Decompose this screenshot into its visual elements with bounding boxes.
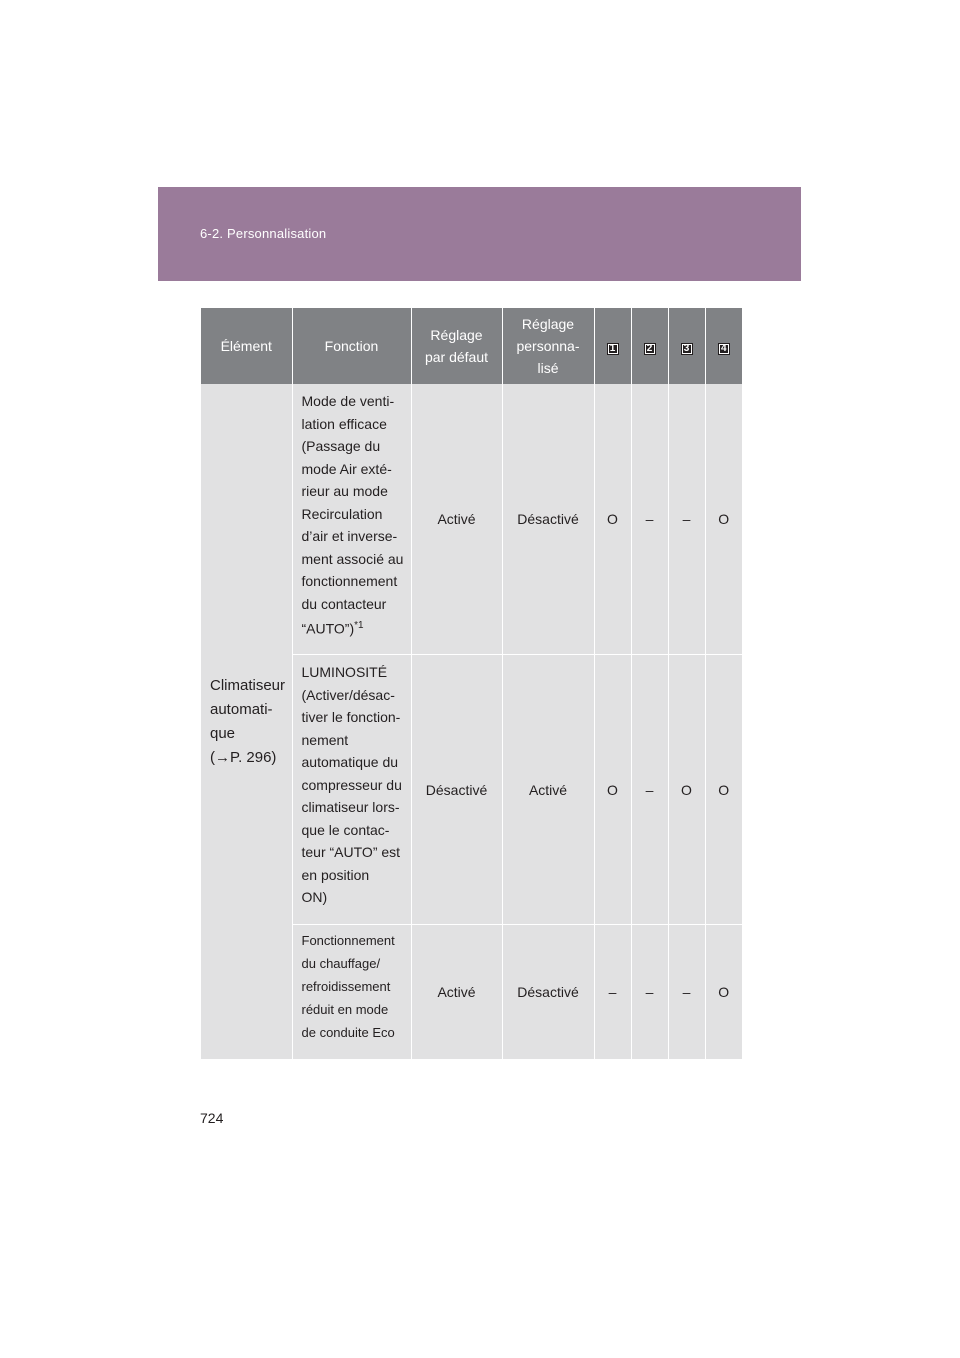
header-col-4 [705,308,742,384]
col-3-cell: – [668,384,705,655]
default-cell: Activé [411,384,502,655]
custom-cell: Désactivé [502,925,594,1060]
footnote-marker: *1 [354,620,364,631]
header-col-2 [631,308,668,384]
col-3-cell: – [668,925,705,1060]
header-function: Fonction [292,308,411,384]
page-number: 724 [200,1110,224,1126]
function-cell: LUMINOSITÉ (Activer/désac- tiver le fonction- nement automatique du compresseur du climatiseur lors- que le contac- teur “AUTO” est en position ON) [292,655,411,925]
table-row [201,384,742,655]
settings-table [201,308,742,1060]
function-text: Mode de venti- lation efficace (Passage du mode Air exté- rieur au mode Recirculation d’air et inverse- ment associé au fonctionnement du contacteur “AUTO”) [301,393,404,637]
number-3-icon: 3 [681,343,693,355]
col-4-cell: O [705,655,742,925]
default-cell: Activé [411,925,502,1060]
element-label: Climatiseur automati- que (→P. 296) [210,676,286,766]
custom-cell: Désactivé [502,384,594,655]
element-cell [201,384,292,1060]
header-col-3 [668,308,705,384]
header-col-1 [594,308,631,384]
col-1-cell: O [594,384,631,655]
header-default: Réglage par défaut [411,308,502,384]
header-custom: Réglage personna- lisé [502,308,594,384]
number-4-icon: 4 [718,343,730,355]
custom-cell: Activé [502,655,594,925]
function-cell [292,384,411,655]
function-cell: Fonctionnement du chauffage/ refroidissement réduit en mode de conduite Eco [292,925,411,1060]
section-title: 6-2. Personnalisation [200,226,327,241]
number-2-icon: 2 [644,343,656,355]
col-4-cell: O [705,384,742,655]
col-2-cell: – [631,925,668,1060]
header-element: Élément [201,308,292,384]
col-2-cell: – [631,384,668,655]
table-header-row [201,308,742,384]
col-1-cell: O [594,655,631,925]
col-4-cell: O [705,925,742,1060]
default-cell: Désactivé [411,655,502,925]
number-1-icon: 1 [607,343,619,355]
col-2-cell: – [631,655,668,925]
col-1-cell: – [594,925,631,1060]
col-3-cell: O [668,655,705,925]
